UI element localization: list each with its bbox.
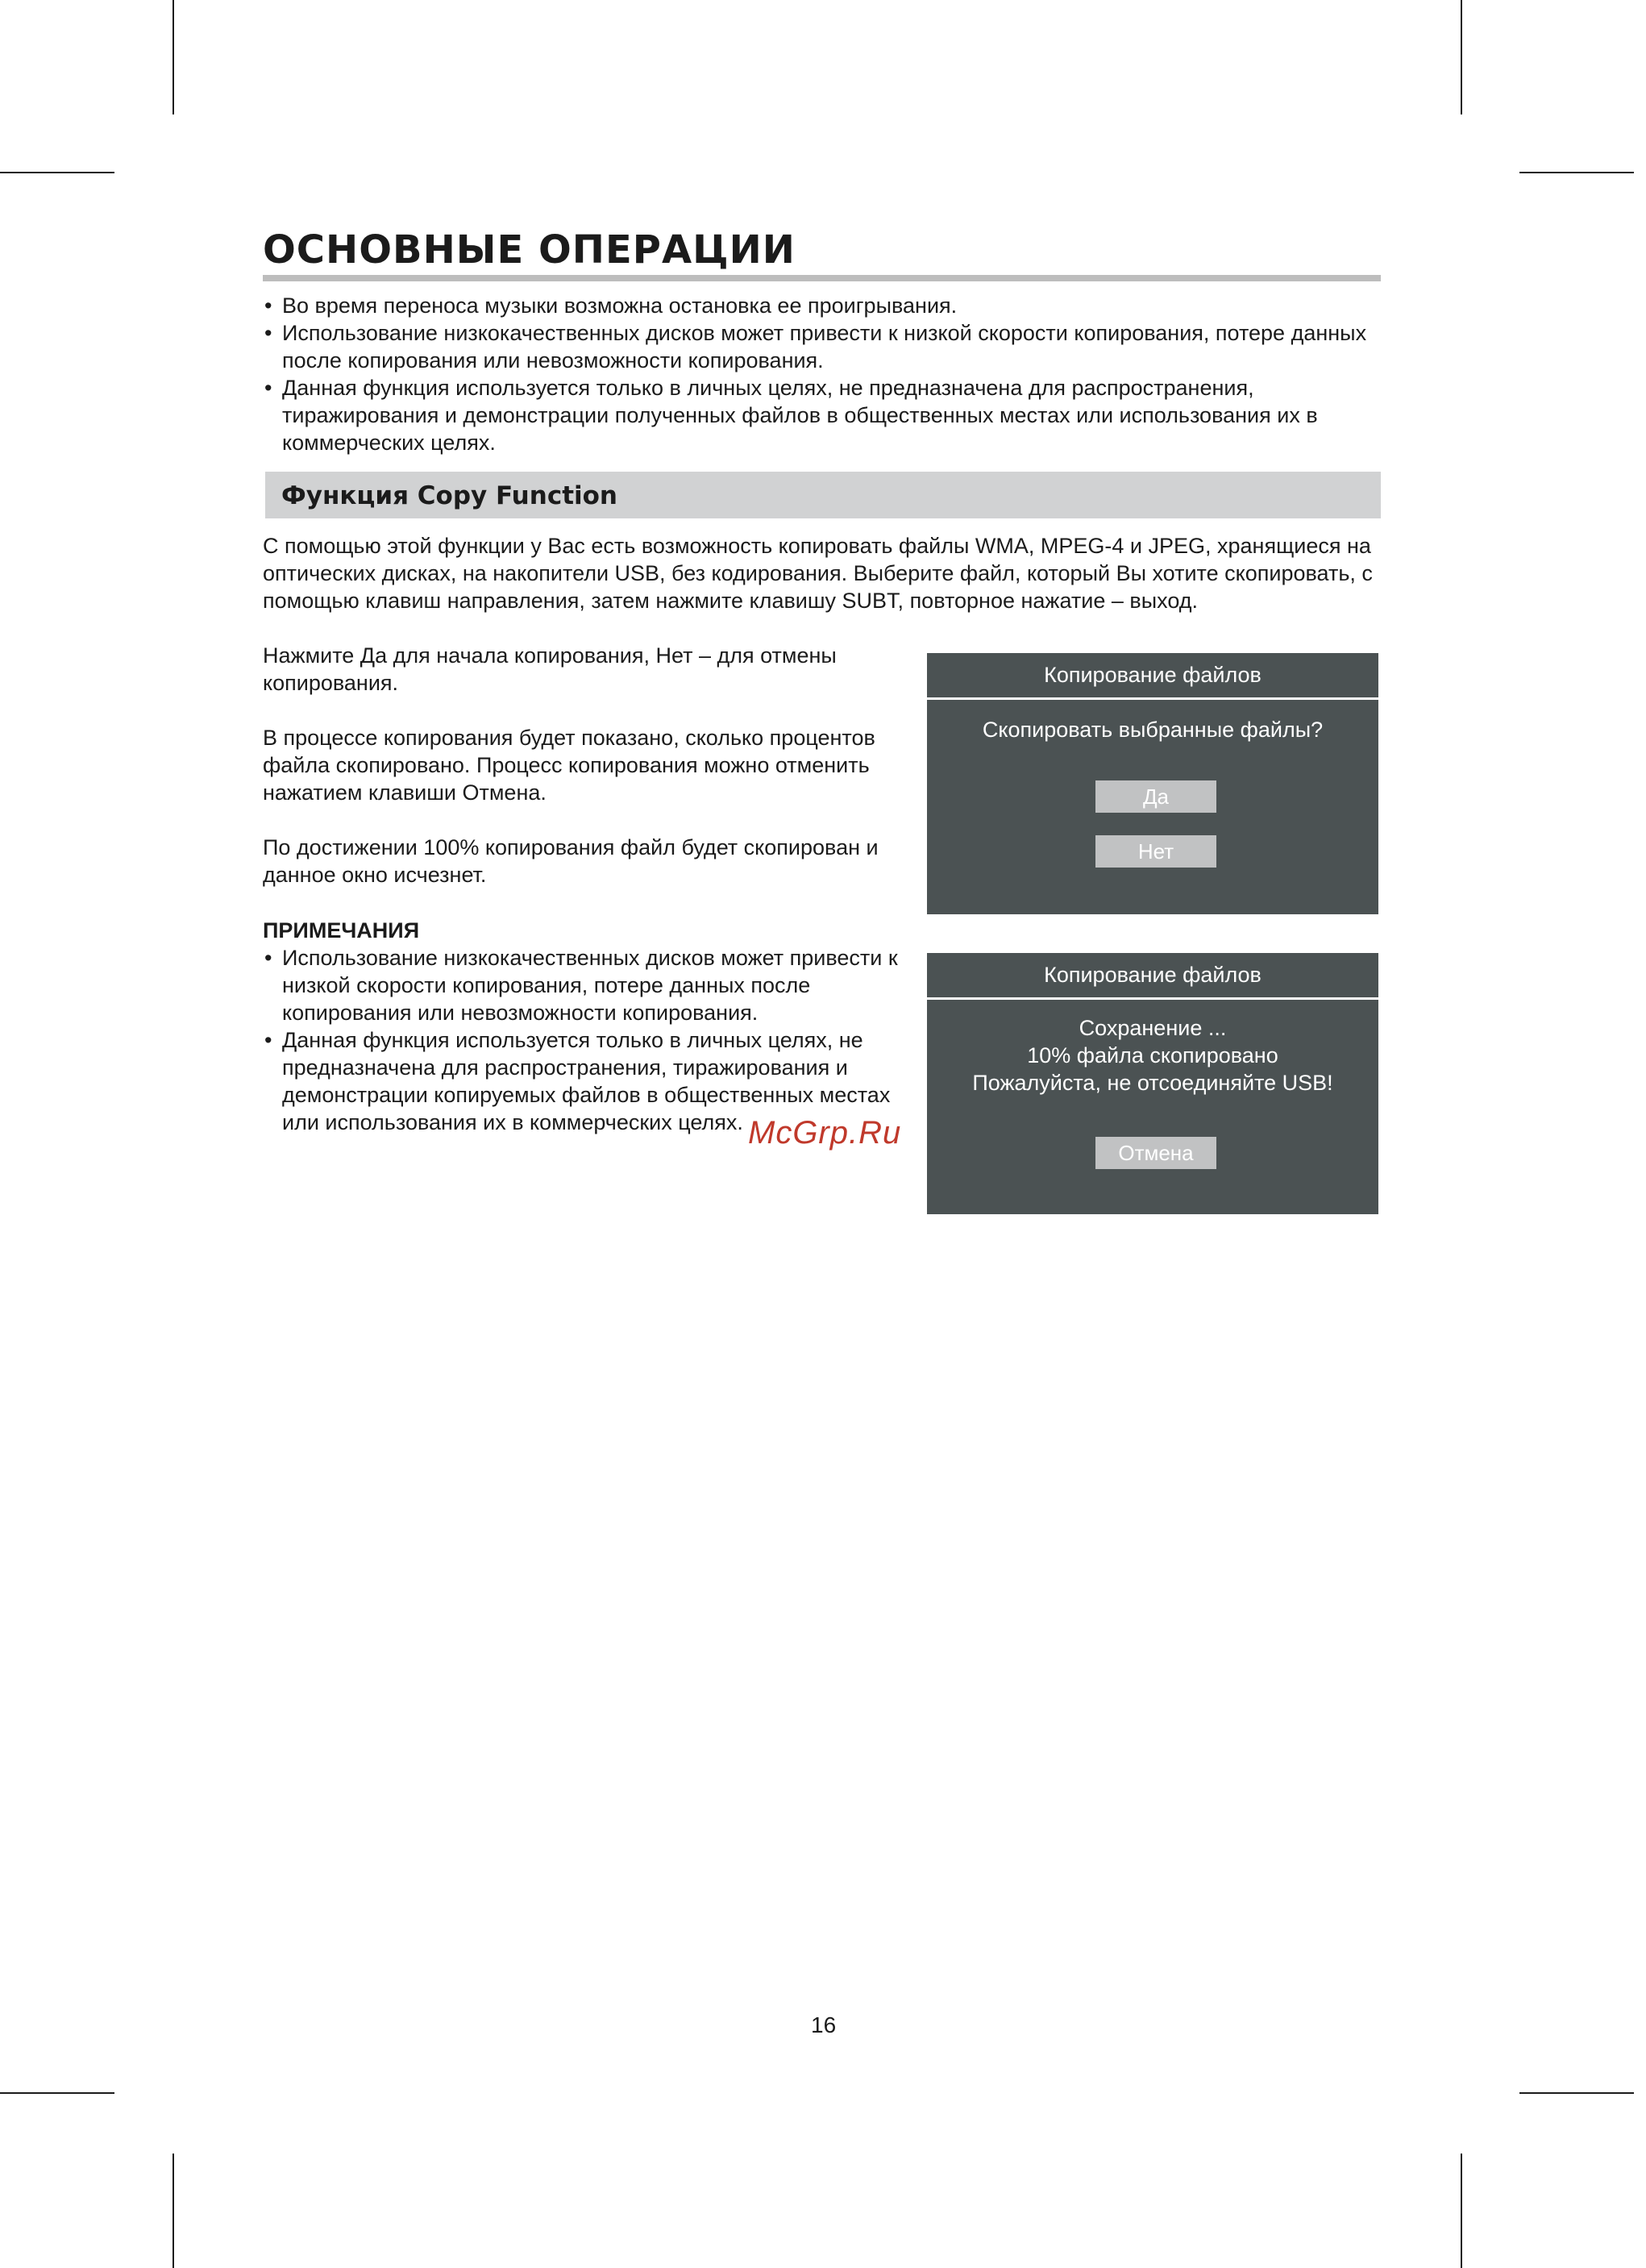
- page-number: 16: [811, 2012, 837, 2037]
- body-paragraph: В процессе копирования будет показано, сколько процентов файла скопировано. Процесс копирования можно отменить нажатием клавиши Отмена.: [263, 726, 875, 805]
- no-button[interactable]: Нет: [1095, 835, 1216, 868]
- crop-mark: [0, 172, 114, 173]
- usb-warning-text: Пожалуйста, не отсоединяйте USB!: [972, 1071, 1333, 1095]
- page-title: ОСНОВНЫЕ ОПЕРАЦИИ: [263, 227, 796, 273]
- progress-percent-text: 10% файла скопировано: [1027, 1043, 1278, 1067]
- saving-text: Сохранение ...: [1079, 1016, 1227, 1040]
- title-rule: [263, 275, 1381, 281]
- body-paragraph: Нажмите Да для начала копирования, Нет – для отмены копирования.: [263, 643, 837, 695]
- crop-mark: [0, 2092, 114, 2094]
- cancel-button[interactable]: Отмена: [1095, 1137, 1216, 1169]
- copy-confirm-dialog: [927, 653, 1378, 914]
- list-item: • Данная функция используется только в личных целях, не предназначена для распространения, тиражирования и демонстрации копируемых файлов в общественных местах или использования их в коммерческих целях.: [263, 1026, 932, 1136]
- crop-mark: [1519, 2092, 1634, 2094]
- section-title: Функция Copy Function: [281, 481, 618, 510]
- crop-mark: [1519, 172, 1634, 173]
- crop-mark: [172, 2154, 174, 2268]
- notes-list: [263, 944, 932, 1136]
- crop-mark: [1461, 2154, 1462, 2268]
- notes-heading: ПРИМЕЧАНИЯ: [263, 918, 420, 943]
- crop-mark: [172, 0, 174, 114]
- copy-progress-dialog: [927, 953, 1378, 1214]
- body-paragraph: С помощью этой функции у Вас есть возможность копировать файлы WMA, MPEG-4 и JPEG, хранящиеся на оптических дисках, на накопители USB, без кодирования. Выберите файл, который Вы хотите скопировать, с помощью клавиш направления, затем нажмите клавишу SUBT, повторное нажатие – выход.: [263, 534, 1373, 613]
- crop-mark: [1461, 0, 1462, 114]
- list-item: • Использование низкокачественных дисков может привести к низкой скорости копирования, потере данных после копирования или невозможности копирования.: [263, 319, 1383, 374]
- progress-status: [927, 1014, 1378, 1097]
- intro-bullet-list: [263, 292, 1383, 456]
- dialog-message: Скопировать выбранные файлы?: [982, 718, 1324, 742]
- body-paragraph: По достижении 100% копирования файл будет скопирован и данное окно исчезнет.: [263, 835, 879, 887]
- dialog-title: Копирование файлов: [927, 953, 1378, 1000]
- list-item: • Данная функция используется только в личных целях, не предназначена для распространения, тиражирования и демонстрации полученных файлов в общественных местах или использования их в коммерческих целях.: [263, 374, 1383, 456]
- list-item: • Использование низкокачественных дисков может привести к низкой скорости копирования, потере данных после копирования или невозможности копирования.: [263, 944, 932, 1026]
- list-item: • Во время переноса музыки возможна остановка ее проигрывания.: [263, 292, 1383, 319]
- watermark: McGrp.Ru: [748, 1115, 902, 1151]
- dialog-title: Копирование файлов: [927, 653, 1378, 700]
- yes-button[interactable]: Да: [1095, 780, 1216, 813]
- section-header: [265, 472, 1381, 518]
